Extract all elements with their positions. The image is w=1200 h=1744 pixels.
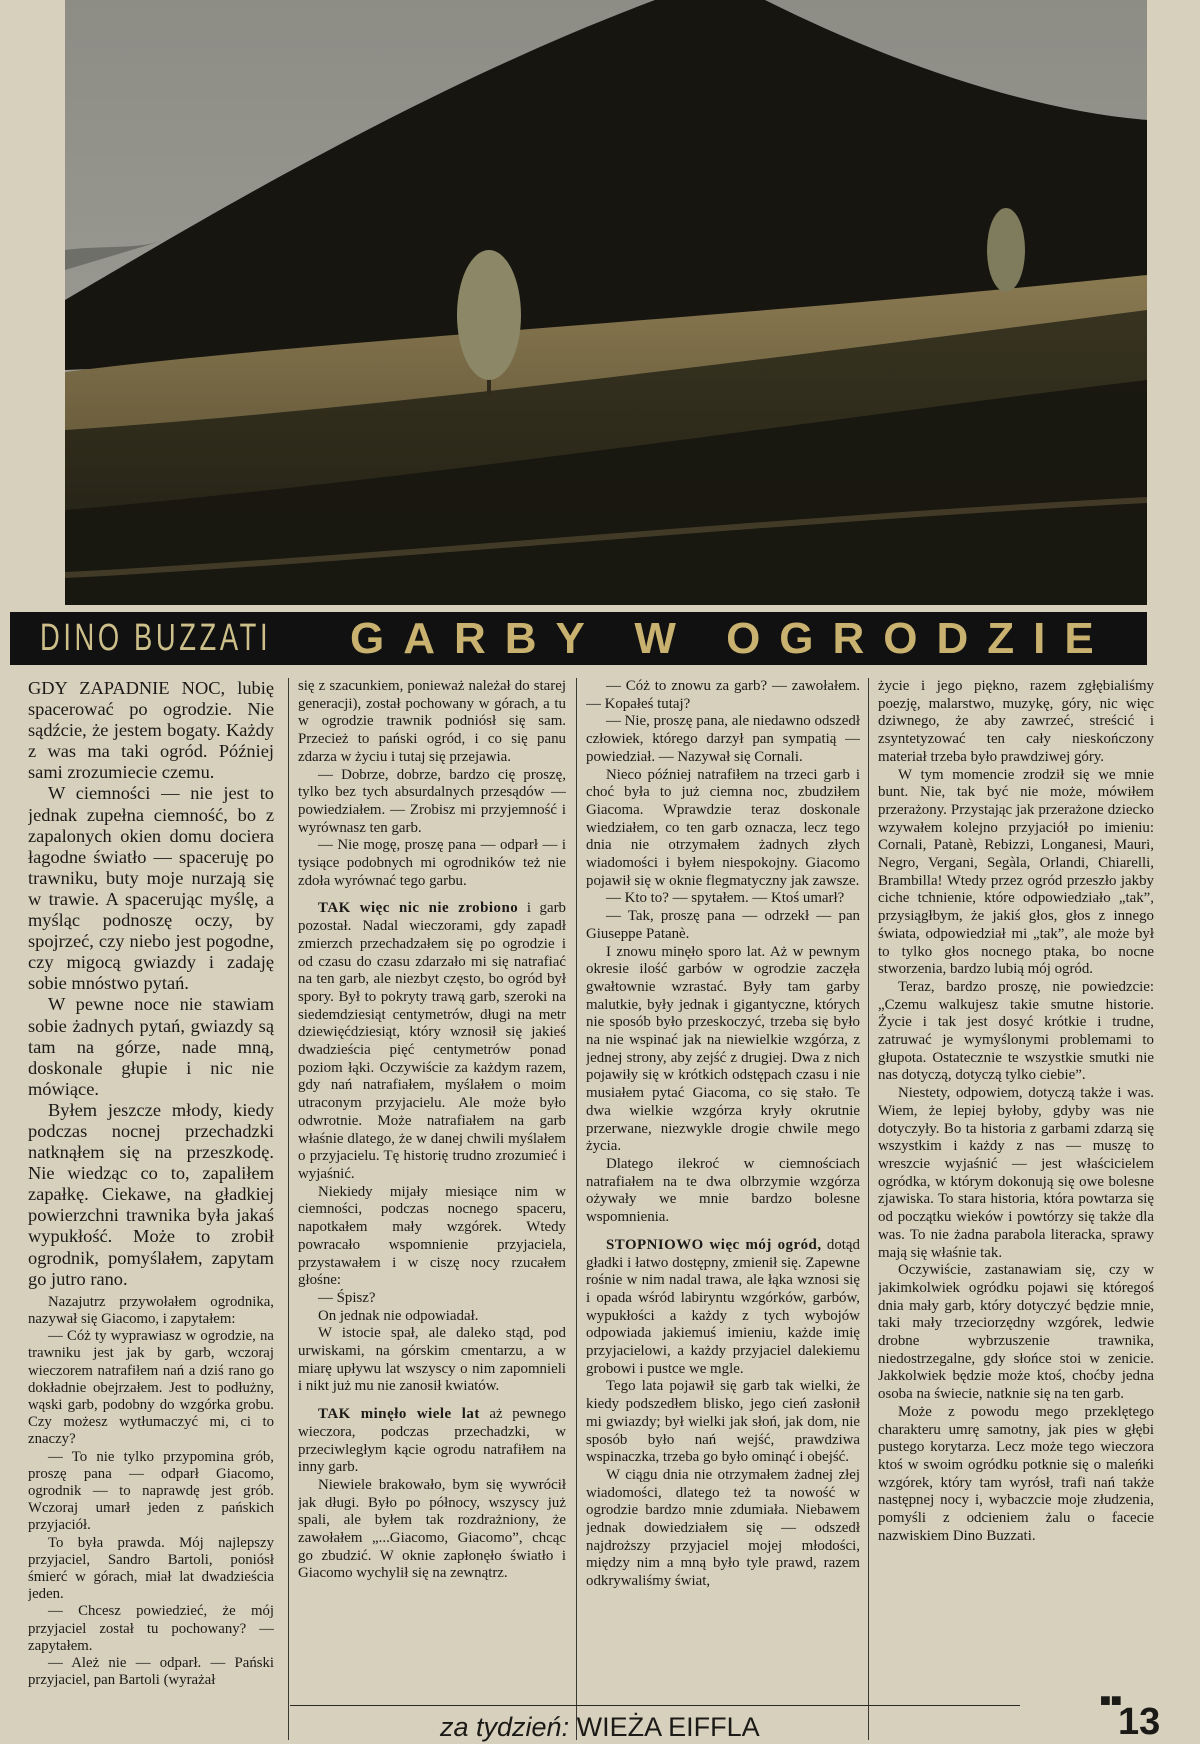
section-lead: STOPNIOWO więc mój ogród, [606, 1236, 822, 1253]
paragraph-text: dotąd gładki i łatwo dostępny, zmienił się. Zapewne rośnie w nim nadal trawa, ale łąka wznosi się i opada wśród labiryntu wzgórków, garbów, wypukłości a każdy z tych wybojów odpowiada jakiemuś imieniu, każde imię przyjacielowi, a każdy przyjaciel dalekiemu grobowi i pustce we mgle. [586, 1236, 860, 1377]
paragraph: W ciemności — nie jest to jednak zupełna ciemność, bo z zapalonych okien domu dociera łagodne światło — spaceruję po trawniku, buty moje nurzają się w trawie. A spacerując myślę, a myśląc podnoszę oczy, by spojrzeć, czy niebo jest pogodne, czy migocą gwiazdy i zadaję sobie mnóstwo pytań. [28, 783, 274, 994]
section-paragraph [586, 1237, 860, 1379]
text-column-2 [298, 678, 566, 1708]
paragraph: W ciągu dnia nie otrzymałem żadnej złej wiadomości, dlatego też ta nowość w ogrodzie bardzo mnie zdumiała. Niebawem jednak dowiedziałem się — odszedł najdroższy przyjaciel mojej młodości, między nim a mną było tyle prawd, razem odkrywaliśmy świat, [586, 1466, 860, 1590]
paragraph: W pewne noce nie stawiam sobie żadnych pytań, gwiazdy są tam na górze, nade mną, doskonale głupie i nic nie mówiące. [28, 994, 274, 1099]
paragraph: — Ależ nie — odparł. — Pański przyjaciel, pan Bartoli (wyrażał [28, 1654, 274, 1689]
paragraph-text: aż pewnego wieczora, podczas przechadzki, w przeciwległym kącie ogrodu natrafiłem na inny garb. [298, 1406, 566, 1476]
next-issue-title: WIEŻA EIFFLA [576, 1712, 760, 1742]
paragraph: — Chcesz powiedzieć, że mój przyjaciel został tu pochowany? — zapytałem. [28, 1603, 274, 1654]
paragraph: To była prawda. Mój najlepszy przyjaciel, Sandro Bartoli, poniósł śmierć w górach, miał lat dwadzieścia jeden. [28, 1534, 274, 1603]
paragraph: I znowu minęło sporo lat. Aż w pewnym okresie ilość garbów w ogrodzie zaczęła gwałtownie wzrastać. Były tam garby malutkie, były jednak i gigantyczne, których nie sposób było przeskoczyć, trzeba się było na nie wspinać jak na niewielkie wzgórza, z jednej strony, aby zejść z drugiej. Dwa z nich pojawiły się w krótkich odstępach czasu i nie musiałem pytać Giacoma, co się stało. Te dwa wielkie wzgórza kryły okrutnie przerwane, niezwykle drogie chwile mego życia. [586, 943, 860, 1155]
paragraph: Niestety, odpowiem, dotyczą także i was. Wiem, że lepiej byłoby, gdyby was nie dotyczyły. Bo ta historia z garbami zdarzą się wszystkim i każdy z nas — muszę to wreszcie wyjaśnić — jest właścicielem ogródka, w którym dokonują się owe bolesne zjawiska. To stara historia, która powtarza się od początku wieków i powtórzy się także dla was. To nie żadna parabola literacka, sprawy mają się właśnie tak. [878, 1085, 1154, 1261]
section-paragraph [298, 1406, 566, 1477]
author-name: DINO BUZZATI [40, 617, 272, 659]
paragraph: W tym momencie zrodził się we mnie bunt. Nie, tak być nie może, mówiłem przerażony. Przystając jak przerażone dziecko wzywałem kolejno przyjaciół po imieniu: Cornali, Patanè, Rebizzi, Longanesi, Mauri, Negro, Vergani, Segàla, Orlandi, Chiarelli, Brambilla! Wtedy przez ogród przeszło jakby ciche tchnienie, które odpowiedziało „tak”, przysiągłbym, że jakiś głos, głos z innego świata, odpowiedział mi „tak”, ale może był to tylko głos nocnego ptaka, bo nocne stworzenia, bardzo lubią mój ogród. [878, 766, 1154, 978]
paragraph: Może z powodu mego przeklętego charakteru umrę samotny, jak pies w głębi pustego korytarza. Lecz może tego wieczora ktoś w swoim ogródku potknie się o maleńki wzgórek, który tam wyrósł, trafi nań także następnej nocy i, wybaczcie moje złudzenia, pomyśli z odcieniem żalu o facecie nazwiskiem Dino Buzzati. [878, 1403, 1154, 1544]
paragraph: — Nie mogę, proszę pana — odparł — i tysiące podobnych mi ogrodników też nie zdoła wyrównać tego garbu. [298, 837, 566, 889]
paragraph: Oczywiście, zastanawiam się, czy w jakimkolwiek ogródku pojawi się któregoś dnia mały garb, który dotyczyć będzie mnie, taki mały trzeciorzędny wzgórek, ledwie drobne wybrzuszenie trawnika, niedostrzegalne, gdy słońce stoi w zenicie. Jakkolwiek będzie może ktoś, choćby jedna osoba na świecie, natknie się na ten garb. [878, 1262, 1154, 1403]
text-column-3 [586, 678, 860, 1708]
paragraph: — Tak, proszę pana — odrzekł — pan Giuseppe Patanè. [586, 908, 860, 942]
next-issue-teaser [440, 1712, 760, 1743]
paragraph: — Nie, proszę pana, ale niedawno odszedł człowiek, którego darzył pan sympatią — powiedział. — Nazywał się Cornali. [586, 713, 860, 765]
paragraph: Tego lata pojawił się garb tak wielki, że kiedy podszedłem blisko, jego cień zasłonił mi gwiazdy; był wielki jak słoń, jak dom, nie sposób było nań wejść, prawdziwa wspinaczka, trzeba go było ominąć i obejść. [586, 1378, 860, 1466]
section-paragraph [298, 900, 566, 1183]
paragraph: — To nie tylko przypomina grób, proszę pana — odparł Giacomo, ogrodnik — to naprawdę jest grób. Wczoraj umarł jeden z pańskich przyjaciół. [28, 1448, 274, 1534]
text-column-4 [878, 678, 1154, 1708]
paragraph: Niekiedy mijały miesiące nim w ciemności, podczas nocnego spaceru, napotkałem mały wzgórek. Wtedy powracało wspomnienie przyjaciela, przystawałem i w ciszę nocy rzucałem głośne: [298, 1183, 566, 1289]
hill-landscape-image [65, 0, 1147, 605]
paragraph: Dlatego ilekroć w ciemnościach natrafiałem na te dwa olbrzymie wzgórza ożywały we mnie bardzo bolesne wspomnienia. [586, 1155, 860, 1226]
paragraph: Byłem jeszcze młody, kiedy podczas nocnej przechadzki natknąłem się na przeszkodę. Nie wiedząc co to, zapaliłem zapałkę. Ciekawe, na gładkiej powierzchni trawnika była jakaś wypukłość. Może to zrobił ogrodnik, pomyślałem, zapytam go jutro rano. [28, 1099, 274, 1289]
section-lead: TAK więc nic nie zrobiono [318, 900, 519, 917]
tree-right [987, 208, 1025, 292]
intro-text [28, 678, 274, 1290]
paragraph: GDY ZAPADNIE NOC, lubię spacerować po ogrodzie. Nie sądźcie, że jestem bogaty. Każdy z was ma taki ogród. Później sami zrozumiecie czemu. [28, 678, 274, 783]
landscape-photo [65, 0, 1147, 605]
end-of-article-mark: ■■ [1100, 1690, 1122, 1710]
section-lead: TAK minęło wiele lat [318, 1406, 480, 1423]
paragraph: — Śpisz? [318, 1289, 376, 1306]
paragraph: — Kto to? — spytałem. — Ktoś umarł? [606, 890, 845, 907]
paragraph-text: i garb pozostał. Nadal wieczorami, gdy zapadł zmierzch przechadzałem się po ogrodzie i od czasu do czasu zdarzało mi się natrafiać na ten garb, ale niezbyt często, bo ogród był spory. Był to pokryty trawą garb, szeroki na siedemdziesiąt centymetrów, długi na metr dziewięćdziesiąt, który wznosił się jakieś dwadzieścia pięć centymetrów ponad poziom łąki. Oczywiście za każdym razem, gdy nań natrafiałem, myślałem o moim utraconym przyjacielu. Ale może było odwrotnie. Może natrafiałem na garb właśnie dlatego, że w danej chwili myślałem o przyjacielu. Tę historię trudno zrozumieć i wyjaśnić. [298, 900, 566, 1182]
article-body [0, 678, 1200, 1689]
paragraph: Niewiele brakowało, bym się wywrócił jak długi. Było po północy, wszyscy już spali, ale byłem tak rozdrażniony, że zawołałem „...Giacomo, Giacomo”, chcąc go zbudzić. W oknie zapłonęło światło i Giacomo wychylił się na zewnątrz. [298, 1476, 566, 1582]
text-column-1 [28, 678, 274, 1708]
paragraph: — Cóż to znowu za garb? — zawołałem. — Kopałeś tutaj? [586, 678, 860, 712]
next-issue-prefix: za tydzień: [440, 1712, 570, 1742]
paragraph: — Dobrze, dobrze, bardzo cię proszę, tylko bez tych absurdalnych przesądów — powiedziałem. — Zrobisz mi przyjemność i wyrównasz ten garb. [298, 766, 566, 836]
paragraph: Nazajutrz przywołałem ogrodnika, nazywał się Giacomo, i zapytałem: [28, 1293, 274, 1327]
article-title: GARBY W OGRODZIE [350, 614, 1113, 663]
paragraph: Nieco później natrafiłem na trzeci garb i choć była to już ciemna noc, zbudziłem Giacoma. Wprawdzie teraz doskonale wiedziałem, co ten garb oznacza, lecz tego dnia nie otrzymałem żadnych złych wiadomości i byłem niespokojny. Giacomo pojawił się w oknie flegmatyczny jak zawsze. [586, 766, 860, 889]
footer-divider [290, 1705, 1020, 1706]
paragraph: W istocie spał, ale daleko stąd, pod urwiskami, na górskim cmentarzu, a w miarę upływu lat wszyscy o nim zapomnieli i nikt już mu nie zanosił kwiatów. [298, 1325, 566, 1395]
paragraph: — Cóż ty wyprawiasz w ogrodzie, na trawniku jest jak by garb, wczoraj wieczorem natrafiłem nań a dziś rano go dokładnie obejrzałem. Jest to podłużny, wąski garb, podobny do wzgórka grobu. Czy możesz wytłumaczyć mi, ci to znaczy? [28, 1328, 274, 1448]
title-bar [10, 612, 1147, 665]
paragraph: się z szacunkiem, ponieważ należał do starej generacji), został pochowany w górach, a tu w ogrodzie trawnik podniósł się sam. Przecież to pański ogród, i co się panu zdarza w życiu i tutaj się przejawia. [298, 678, 566, 765]
body-text [28, 1294, 274, 1690]
paragraph: On jednak nie odpowiadał. [318, 1307, 479, 1324]
page-number: 13 [1118, 1701, 1161, 1743]
paragraph: życie i jego piękno, razem zgłębialiśmy poezję, malarstwo, muzykę, góry, nic więc dziwnego, że aby zawrzeć, streścić i zsyntetyzować ten cały nieskończony materiał trzeba było prawdziwej góry. [878, 678, 1154, 765]
paragraph: Teraz, bardzo proszę, nie powiedzcie: „Czemu walkujesz takie smutne historie. Życie i tak jest dosyć krótkie i trudne, zatruwać je wymyślonymi problemami to głupota. Ostatecznie te wszystkie smutki nie nas dotyczą, dotyczą tylko ciebie”. [878, 978, 1154, 1084]
